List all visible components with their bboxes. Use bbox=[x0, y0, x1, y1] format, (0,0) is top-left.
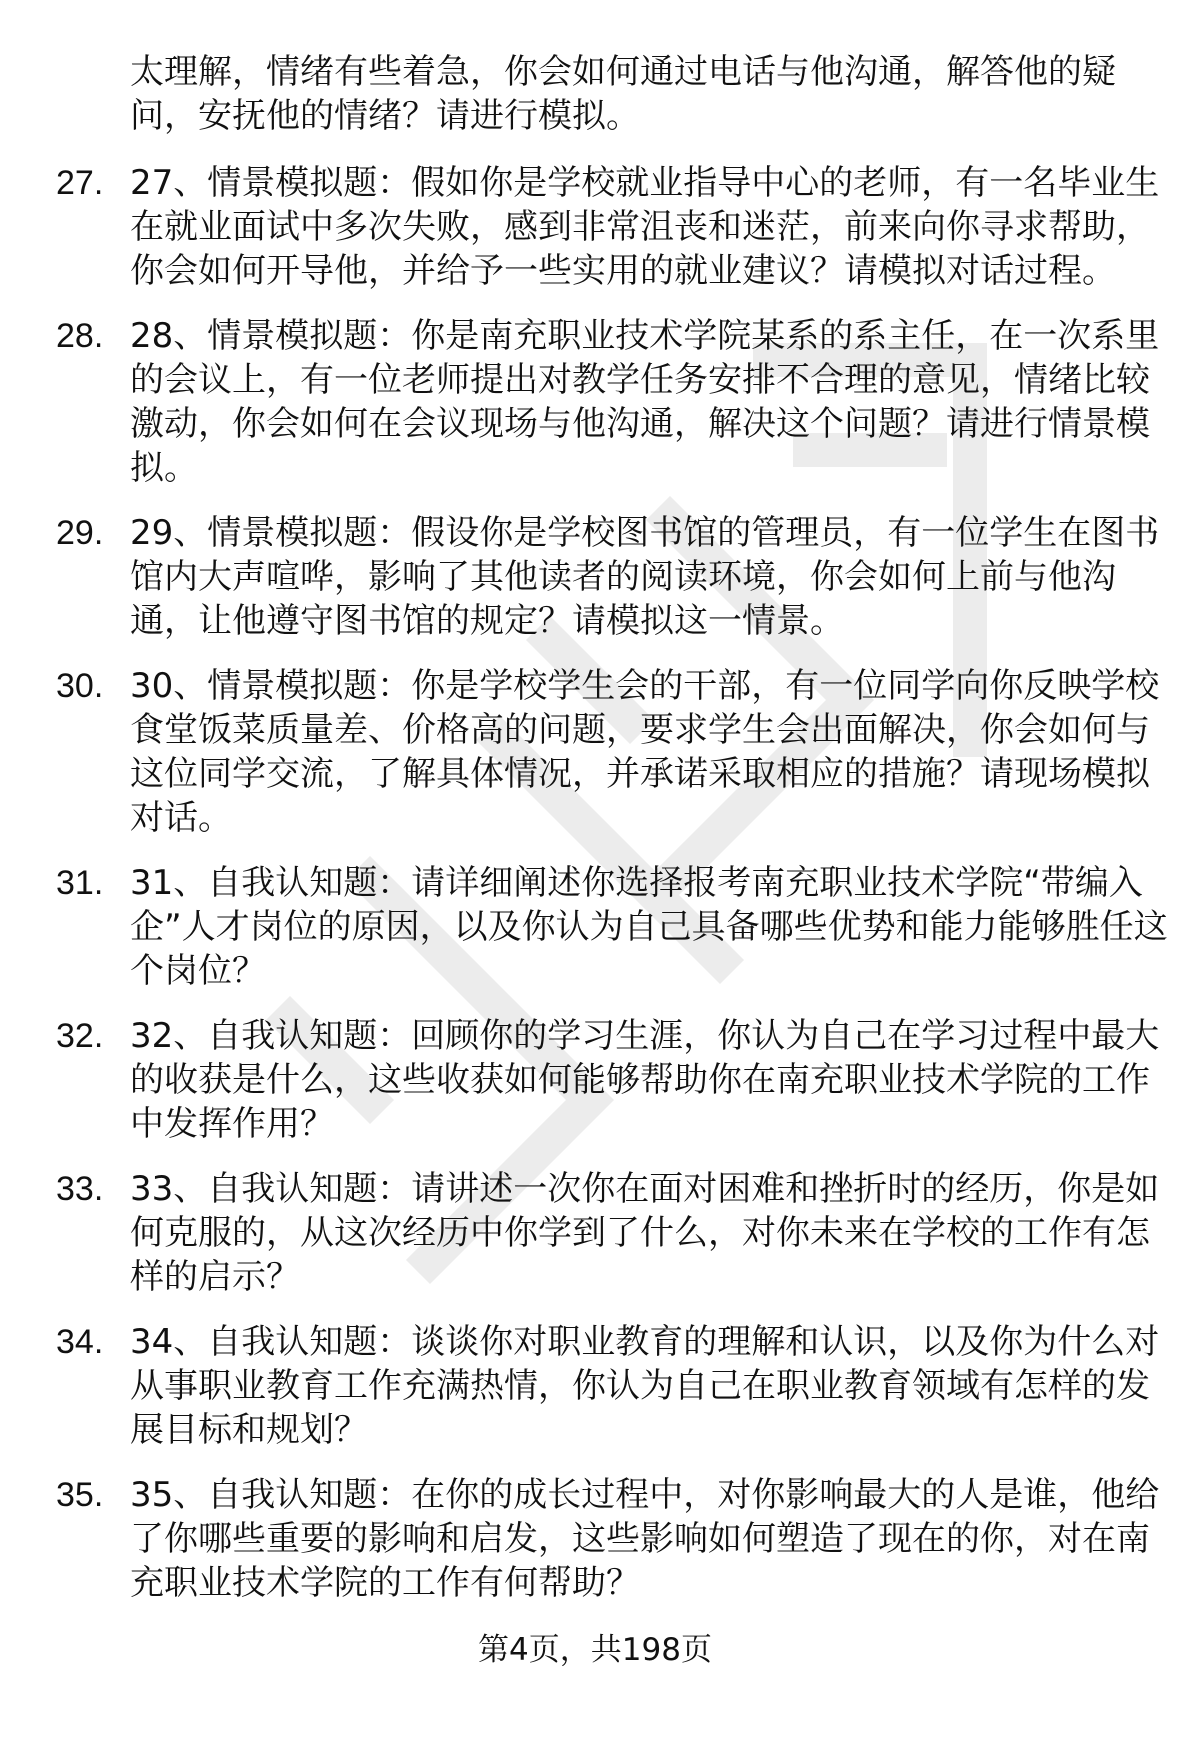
question-item bbox=[56, 664, 1174, 840]
question-text: 35、自我认知题：在你的成长过程中，对你影响最大的人是谁，他给了你哪些重要的影响和启发，这些影响如何塑造了现在的你，对在南充职业技术学院的工作有何帮助？ bbox=[130, 1475, 1160, 1603]
question-text: 27、情景模拟题：假如你是学校就业指导中心的老师，有一名毕业生在就业面试中多次失败，感到非常沮丧和迷茫，前来向你寻求帮助，你会如何开导他，并给予一些实用的就业建议？请模拟对话过程。 bbox=[130, 163, 1160, 291]
question-text: 33、自我认知题：请讲述一次你在面对困难和挫折时的经历，你是如何克服的，从这次经历中你学到了什么，对你未来在学校的工作有怎样的启示？ bbox=[130, 1169, 1160, 1297]
question-text: 31、自我认知题：请详细阐述你选择报考南充职业技术学院“带编入企”人才岗位的原因，以及你认为自己具备哪些优势和能力能够胜任这个岗位？ bbox=[130, 863, 1168, 991]
question-item bbox=[56, 161, 1174, 293]
question-number: 30. bbox=[56, 667, 104, 705]
question-number: 34. bbox=[56, 1323, 104, 1361]
question-text: 29、情景模拟题：假设你是学校图书馆的管理员，有一位学生在图书馆内大声喧哗，影响了其他读者的阅读环境，你会如何上前与他沟通，让他遵守图书馆的规定？请模拟这一情景。 bbox=[130, 513, 1160, 641]
continued-paragraph: 太理解，情绪有些着急，你会如何通过电话与他沟通，解答他的疑问，安抚他的情绪？请进行模拟。 bbox=[130, 52, 1116, 136]
question-number: 32. bbox=[56, 1017, 104, 1055]
question-item bbox=[56, 314, 1174, 490]
question-number: 28. bbox=[56, 317, 104, 355]
question-number: 35. bbox=[56, 1476, 104, 1514]
question-number: 33. bbox=[56, 1170, 104, 1208]
question-item bbox=[56, 511, 1174, 643]
question-item bbox=[56, 1473, 1174, 1605]
question-number: 27. bbox=[56, 164, 104, 202]
question-text: 32、自我认知题：回顾你的学习生涯，你认为自己在学习过程中最大的收获是什么，这些收获如何能够帮助你在南充职业技术学院的工作中发挥作用？ bbox=[130, 1016, 1160, 1144]
question-text: 34、自我认知题：谈谈你对职业教育的理解和认识，以及你为什么对从事职业教育工作充满热情，你认为自己在职业教育领域有怎样的发展目标和规划？ bbox=[130, 1322, 1160, 1450]
question-item bbox=[56, 1167, 1174, 1299]
question-item bbox=[56, 1014, 1174, 1146]
question-list bbox=[56, 161, 1174, 1626]
question-item bbox=[56, 861, 1174, 993]
question-item bbox=[56, 1320, 1174, 1452]
question-text: 28、情景模拟题：你是南充职业技术学院某系的系主任，在一次系里的会议上，有一位老师提出对教学任务安排不合理的意见，情绪比较激动，你会如何在会议现场与他沟通，解决这个问题？请进行情景模拟。 bbox=[130, 316, 1160, 488]
question-number: 29. bbox=[56, 514, 104, 552]
question-text: 30、情景模拟题：你是学校学生会的干部，有一位同学向你反映学校食堂饭菜质量差、价格高的问题，要求学生会出面解决，你会如何与这位同学交流，了解具体情况，并承诺采取相应的措施？请现场模拟对话。 bbox=[130, 666, 1160, 838]
question-number: 31. bbox=[56, 864, 104, 902]
page-footer: 第4页，共198页 bbox=[478, 1632, 712, 1668]
